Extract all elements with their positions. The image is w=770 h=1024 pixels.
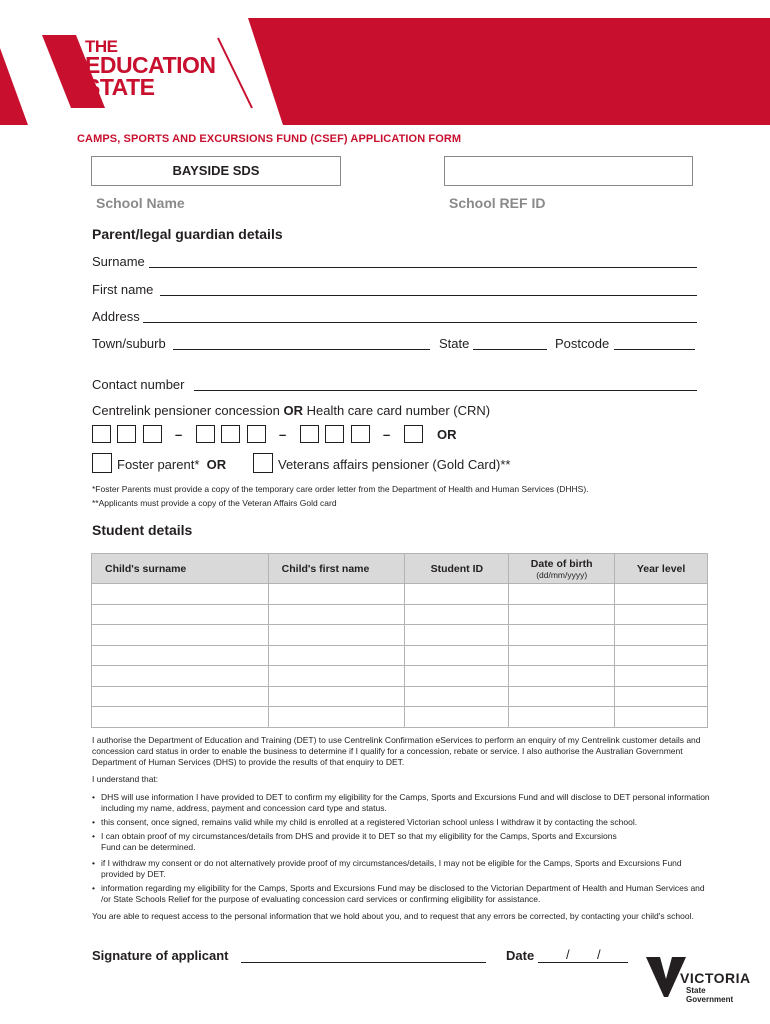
parent-heading: Parent/legal guardian details	[92, 226, 283, 242]
school-name-label: School Name	[96, 195, 185, 211]
foster-label	[117, 457, 226, 472]
foster-checkbox[interactable]	[92, 453, 112, 473]
postcode-label: Postcode	[555, 336, 610, 351]
crn-box-8[interactable]	[325, 425, 344, 443]
student-table-cell[interactable]	[509, 584, 615, 605]
student-table-cell[interactable]	[509, 686, 615, 707]
victoria-logo-state: State	[686, 986, 706, 995]
student-table-cell[interactable]	[509, 604, 615, 625]
student-table-cell[interactable]	[615, 707, 708, 728]
victoria-logo-government: Government	[686, 995, 734, 1004]
student-table-cell[interactable]	[509, 666, 615, 687]
bullet-text: information regarding my eligibility for the Camps, Sports and Excursions Fund may be disclosed to the Victorian Department of Health and Human Services and /or State Schools Relief for the purpose of evaluating concession card services or confirming eligibility for assistance.	[101, 883, 705, 904]
understand-label: I understand that:	[92, 774, 159, 784]
crn-dash-2: –	[279, 427, 287, 442]
banner-left-wedge	[0, 48, 28, 125]
state-input[interactable]	[473, 349, 547, 350]
col-child-first-name: Child's first name	[268, 554, 405, 584]
veterans-label: Veterans affairs pensioner (Gold Card)**	[278, 457, 511, 472]
student-table-row	[92, 584, 708, 605]
student-table-cell[interactable]	[92, 707, 269, 728]
bullet-dot: •	[92, 858, 95, 868]
student-table-cell[interactable]	[509, 625, 615, 646]
student-table-cell[interactable]	[405, 584, 509, 605]
access-paragraph: You are able to request access to the personal information that we hold about you, and to request that any errors be corrected, by contacting your child's school.	[92, 911, 694, 921]
first-name-label: First name	[92, 282, 154, 297]
col-date-of-birth	[509, 554, 615, 584]
student-table-row	[92, 604, 708, 625]
logo-accent-line	[218, 38, 252, 108]
student-table-row	[92, 686, 708, 707]
student-table-cell[interactable]	[509, 645, 615, 666]
student-table-cell[interactable]	[268, 584, 405, 605]
date-slash-2: /	[597, 947, 601, 962]
student-table-cell[interactable]	[615, 645, 708, 666]
student-table-cell[interactable]	[268, 625, 405, 646]
student-table-cell[interactable]	[92, 584, 269, 605]
crn-box-10[interactable]	[404, 425, 423, 443]
student-table-cell[interactable]	[405, 604, 509, 625]
crn-or-label: OR	[437, 427, 457, 442]
victoria-logo-name: VICTORIA	[680, 970, 751, 986]
student-table-row	[92, 645, 708, 666]
bullet-text: DHS will use information I have provided to DET to confirm my eligibility for the Camps, Sports and Excursions Fund and will disclose to DET personal information including my name, address, payment and concession card type and status.	[101, 792, 710, 813]
student-table-cell[interactable]	[615, 604, 708, 625]
student-table-cell[interactable]	[92, 686, 269, 707]
school-ref-field[interactable]	[444, 156, 693, 186]
crn-box-3[interactable]	[143, 425, 162, 443]
bullet-dot: •	[92, 831, 95, 841]
col-child-surname: Child's surname	[92, 554, 269, 584]
crn-box-6[interactable]	[247, 425, 266, 443]
address-input[interactable]	[143, 322, 697, 323]
consent-bullet-4	[92, 858, 712, 880]
consent-bullet-3	[92, 831, 632, 853]
student-table-cell[interactable]	[405, 625, 509, 646]
student-table-cell[interactable]	[405, 686, 509, 707]
student-table-cell[interactable]	[615, 584, 708, 605]
crn-label-pre: Centrelink pensioner concession	[92, 403, 284, 418]
date-slash-1: /	[566, 947, 570, 962]
student-table-cell[interactable]	[268, 604, 405, 625]
student-table-cell[interactable]	[268, 686, 405, 707]
veterans-checkbox[interactable]	[253, 453, 273, 473]
contact-input[interactable]	[194, 390, 697, 391]
student-table-cell[interactable]	[92, 604, 269, 625]
logo-text-the: THE	[85, 37, 118, 56]
student-table-cell[interactable]	[92, 666, 269, 687]
student-table-cell[interactable]	[92, 625, 269, 646]
logo-text-education: EDUCATION	[85, 52, 216, 78]
crn-box-4[interactable]	[196, 425, 215, 443]
crn-box-5[interactable]	[221, 425, 240, 443]
student-table-cell[interactable]	[92, 645, 269, 666]
student-table-cell[interactable]	[509, 707, 615, 728]
contact-label: Contact number	[92, 377, 185, 392]
school-name-value: BAYSIDE SDS	[172, 163, 260, 178]
crn-label-or: OR	[283, 403, 303, 418]
consent-bullet-5	[92, 883, 712, 905]
signature-input[interactable]	[241, 962, 486, 963]
student-heading: Student details	[92, 522, 193, 538]
first-name-input[interactable]	[160, 295, 697, 296]
crn-dash-3: –	[383, 427, 391, 442]
foster-note: *Foster Parents must provide a copy of the temporary care order letter from the Department of Health and Human Services (DHHS).	[92, 484, 589, 494]
foster-or-label: OR	[206, 457, 227, 472]
consent-bullet-1	[92, 792, 712, 814]
bullet-dot: •	[92, 883, 95, 893]
form-title: CAMPS, SPORTS AND EXCURSIONS FUND (CSEF) APPLICATION FORM	[77, 133, 462, 145]
crn-box-2[interactable]	[117, 425, 136, 443]
bullet-dot: •	[92, 792, 95, 802]
col-dob-title: Date of birth	[530, 557, 593, 570]
bullet-text: this consent, once signed, remains valid while my child is enrolled at a registered Victorian school unless I withdraw it by contacting the school.	[101, 817, 638, 827]
student-table-cell[interactable]	[268, 707, 405, 728]
postcode-input[interactable]	[614, 349, 695, 350]
student-table-cell[interactable]	[405, 707, 509, 728]
bullet-dot: •	[92, 817, 95, 827]
student-table-cell[interactable]	[615, 686, 708, 707]
student-table-cell[interactable]	[405, 645, 509, 666]
student-table-cell[interactable]	[268, 666, 405, 687]
crn-box-1[interactable]	[92, 425, 111, 443]
school-name-field[interactable]	[91, 156, 341, 186]
student-table-cell[interactable]	[405, 666, 509, 687]
bullet-text: I can obtain proof of my circumstances/details from DHS and provide it to DET so that my eligibility for the Camps, Sports and Excursions Fund can be determined.	[101, 831, 617, 852]
student-table-row	[92, 666, 708, 687]
col-dob-format: (dd/mm/yyyy)	[536, 569, 588, 580]
town-input[interactable]	[173, 349, 430, 350]
consent-paragraph: I authorise the Department of Education and Training (DET) to use Centrelink Confirmation eServices to perform an enquiry of my Centrelink customer details and concession card status in order to enable the business to determine if I qualify for a concession, rebate or service. I also authorise the Australian Government Department of Human Services (DHS) to provide the results of that enquiry to DET.	[92, 735, 701, 767]
logo-text-state: STATE	[85, 74, 155, 100]
student-table-row	[92, 625, 708, 646]
veterans-note: **Applicants must provide a copy of the Veteran Affairs Gold card	[92, 498, 337, 508]
address-label: Address	[92, 309, 140, 324]
crn-label-post: Health care card number (CRN)	[303, 403, 491, 418]
date-input[interactable]	[538, 962, 628, 963]
town-label: Town/suburb	[92, 336, 166, 351]
student-table-cell[interactable]	[268, 645, 405, 666]
student-table-row	[92, 707, 708, 728]
bullet-text: if I withdraw my consent or do not alternatively provide proof of my circumstances/details, I may not be eligible for the Camps, Sports and Excursions Fund provided by DET.	[101, 858, 682, 879]
school-ref-label: School REF ID	[449, 195, 546, 211]
student-table-cell[interactable]	[615, 666, 708, 687]
foster-label-text: Foster parent*	[117, 457, 200, 472]
surname-input[interactable]	[149, 267, 697, 268]
crn-label	[92, 403, 490, 418]
surname-label: Surname	[92, 254, 145, 269]
col-year-level: Year level	[615, 554, 708, 584]
state-label: State	[439, 336, 470, 351]
student-table-cell[interactable]	[615, 625, 708, 646]
student-table-header	[92, 554, 708, 584]
signature-label: Signature of applicant	[92, 948, 229, 963]
consent-bullet-2	[92, 817, 712, 828]
date-label: Date	[506, 948, 535, 963]
student-table	[91, 553, 708, 728]
crn-dash-1: –	[175, 427, 183, 442]
col-student-id: Student ID	[405, 554, 509, 584]
banner-right-band	[248, 18, 770, 125]
crn-box-7[interactable]	[300, 425, 319, 443]
crn-box-9[interactable]	[351, 425, 370, 443]
